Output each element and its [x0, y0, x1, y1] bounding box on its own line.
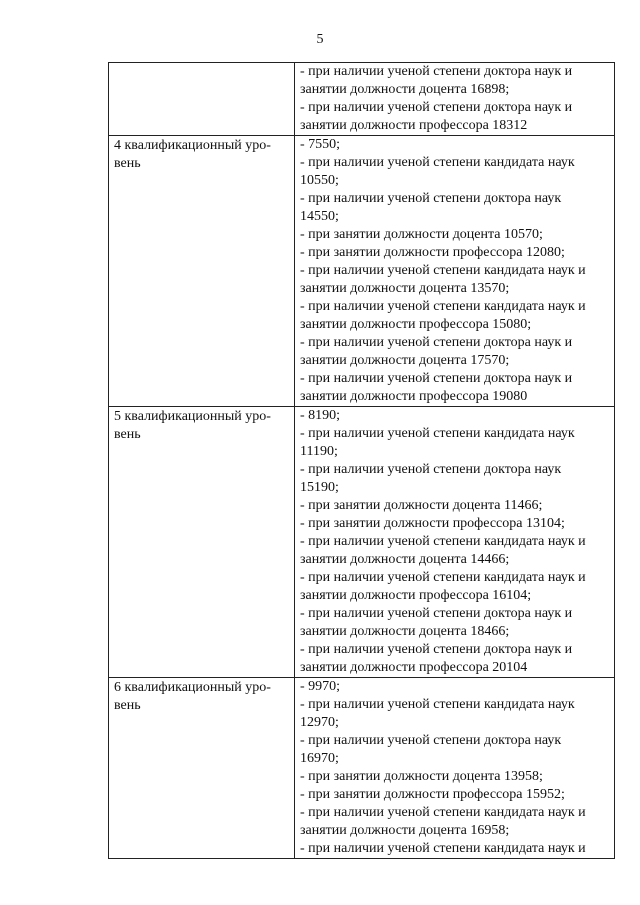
salary-value-line: - при наличии ученой степени доктора наук и	[300, 371, 573, 386]
salary-value-line: занятии должности доцента 14466;	[300, 552, 510, 567]
salary-value-line: - при наличии ученой степени кандидата наук	[300, 697, 575, 712]
salary-value-line: - при наличии ученой степени доктора наук и	[300, 642, 573, 657]
salary-value-line: - при занятии должности доцента 11466;	[300, 498, 543, 513]
salary-value-line: 14550;	[300, 209, 339, 224]
salary-values-cell	[295, 678, 615, 859]
qualification-level-text: 5 квалификационный уро-	[114, 409, 271, 424]
salary-value-line: - при занятии должности доцента 13958;	[300, 769, 543, 784]
salary-value-line: - 7550;	[300, 137, 341, 152]
salary-value-line: 16970;	[300, 751, 339, 766]
salary-value-line: 12970;	[300, 715, 339, 730]
table-row	[109, 136, 615, 407]
salary-value-line: - при наличии ученой степени кандидата наук и	[300, 841, 586, 856]
table-row	[109, 63, 615, 136]
qualification-level-text: вень	[114, 698, 141, 713]
salary-value-line: - при наличии ученой степени доктора наук и	[300, 606, 573, 621]
salary-value-line: - при наличии ученой степени доктора наук и	[300, 335, 573, 350]
qualification-level-text: вень	[114, 427, 141, 442]
qualification-level-cell	[109, 407, 295, 678]
salary-value-line: - при наличии ученой степени кандидата наук и	[300, 299, 586, 314]
page-number: 5	[316, 32, 324, 47]
salary-value-line: - при наличии ученой степени кандидата наук и	[300, 534, 586, 549]
salary-value-line: - при наличии ученой степени кандидата наук	[300, 155, 575, 170]
salary-value-line: занятии должности доцента 16958;	[300, 823, 510, 838]
salary-value-line: занятии должности доцента 16898;	[300, 82, 510, 97]
salary-value-line: - при занятии должности профессора 15952;	[300, 787, 565, 802]
salary-value-line: занятии должности доцента 18466;	[300, 624, 510, 639]
salary-value-line: - при наличии ученой степени доктора наук и	[300, 64, 573, 79]
salary-values-cell	[295, 63, 615, 136]
salary-value-line: - при наличии ученой степени доктора наук	[300, 733, 562, 748]
salary-value-line: - при наличии ученой степени доктора наук	[300, 462, 562, 477]
salary-value-line: занятии должности профессора 19080	[300, 389, 528, 404]
salary-value-line: - при занятии должности профессора 12080;	[300, 245, 565, 260]
salary-value-line: - при наличии ученой степени доктора наук	[300, 191, 562, 206]
salary-value-line: - при занятии должности профессора 13104;	[300, 516, 565, 531]
salary-value-line: занятии должности профессора 20104	[300, 660, 528, 675]
table-row	[109, 678, 615, 859]
qualification-level-text: 6 квалификационный уро-	[114, 680, 271, 695]
salary-value-line: - 8190;	[300, 408, 341, 423]
salary-value-line: 15190;	[300, 480, 339, 495]
salary-value-line: 10550;	[300, 173, 339, 188]
salary-value-line: - 9970;	[300, 679, 341, 694]
salary-table	[108, 62, 615, 859]
qualification-level-text: 4 квалификационный уро-	[114, 138, 271, 153]
salary-value-line: - при наличии ученой степени доктора наук и	[300, 100, 573, 115]
salary-value-line: - при наличии ученой степени кандидата наук и	[300, 263, 586, 278]
salary-values-cell	[295, 136, 615, 407]
table-body	[109, 63, 615, 859]
salary-value-line: 11190;	[300, 444, 338, 459]
qualification-level-cell	[109, 63, 295, 136]
salary-value-line: занятии должности профессора 18312	[300, 118, 528, 133]
salary-values-cell	[295, 407, 615, 678]
qualification-level-cell	[109, 136, 295, 407]
table-row	[109, 407, 615, 678]
salary-value-line: - при наличии ученой степени кандидата наук и	[300, 570, 586, 585]
qualification-level-cell	[109, 678, 295, 859]
salary-value-line: занятии должности профессора 15080;	[300, 317, 532, 332]
salary-value-line: - при наличии ученой степени кандидата наук и	[300, 805, 586, 820]
salary-value-line: - при наличии ученой степени кандидата наук	[300, 426, 575, 441]
salary-value-line: занятии должности профессора 16104;	[300, 588, 532, 603]
salary-value-line: - при занятии должности доцента 10570;	[300, 227, 543, 242]
salary-value-line: занятии должности доцента 13570;	[300, 281, 510, 296]
qualification-level-text: вень	[114, 156, 141, 171]
salary-value-line: занятии должности доцента 17570;	[300, 353, 510, 368]
